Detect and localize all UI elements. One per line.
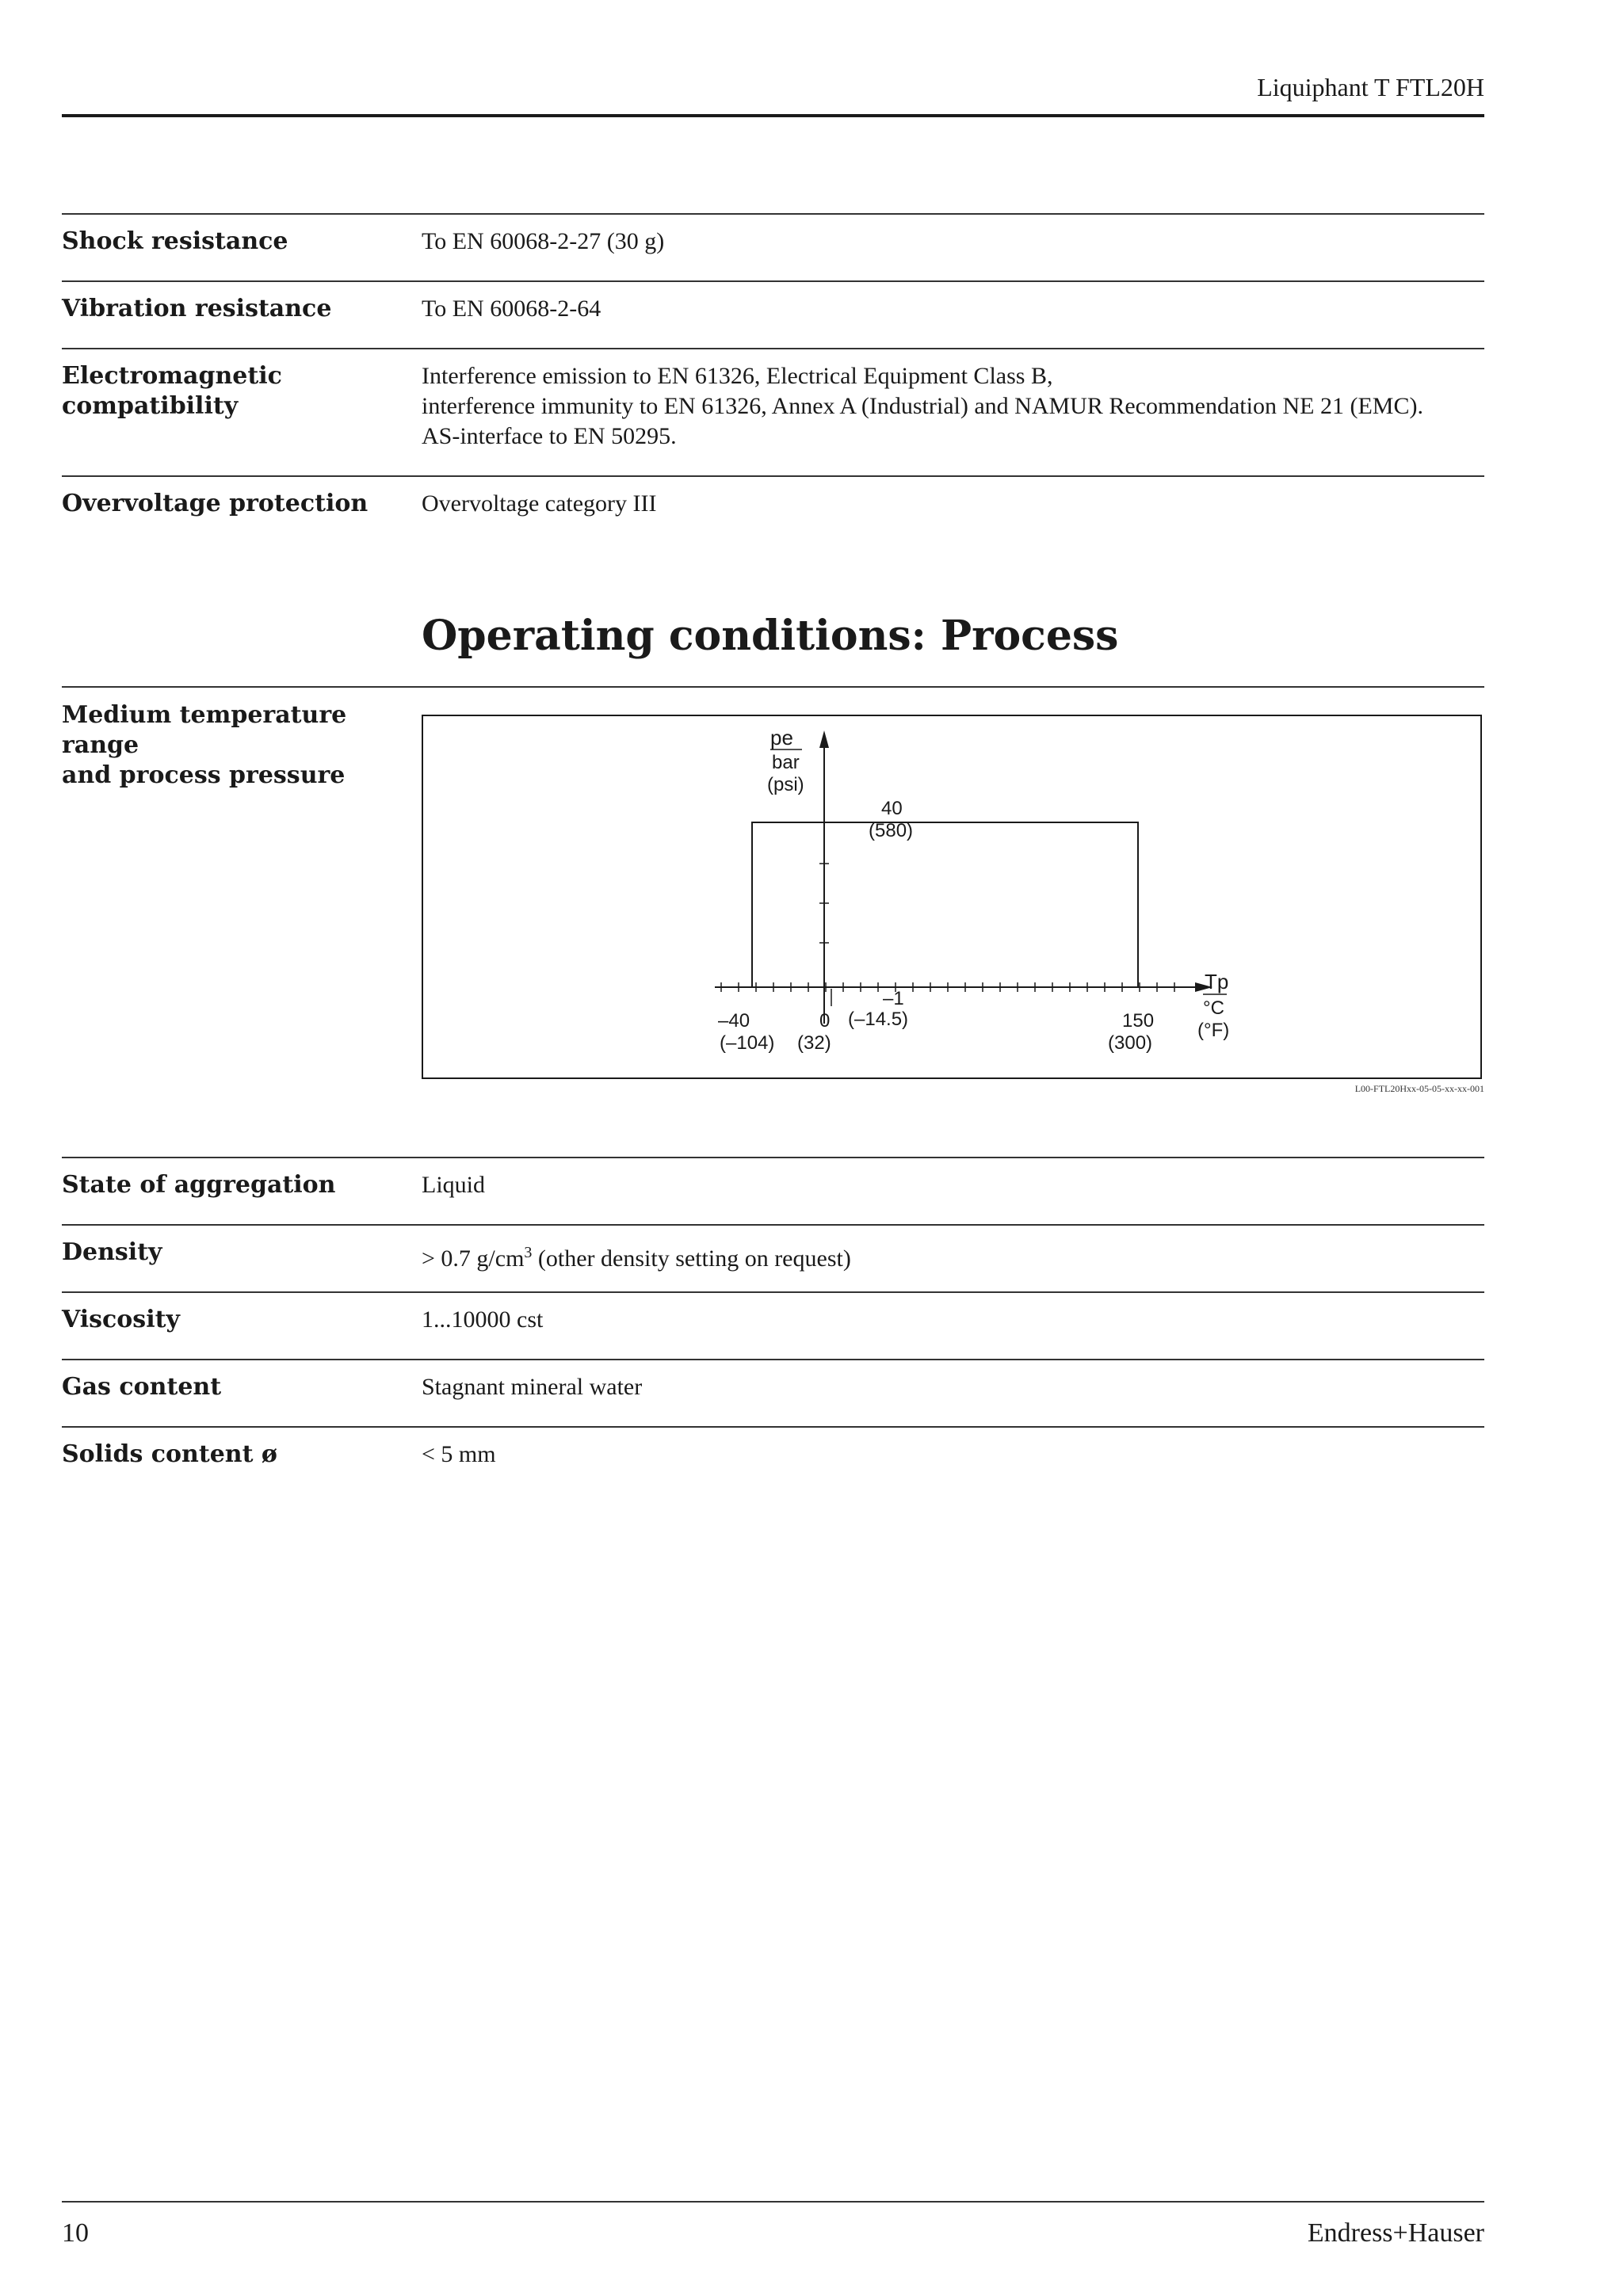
viscosity-label: Viscosity: [62, 1306, 180, 1333]
t-zero-alt-label: (32): [797, 1032, 831, 1054]
gas-content-value: Stagnant mineral water: [422, 1374, 643, 1400]
p-min-label: –1: [883, 988, 904, 1009]
overvoltage-protection-label: Overvoltage protection: [62, 490, 369, 517]
x-axis-symbol: Tp: [1205, 970, 1229, 994]
diagram-reference-code: L00-FTL20Hxx-05-05-xx-xx-001: [1354, 1083, 1484, 1094]
solids-content-value: < 5 mm: [422, 1441, 496, 1467]
pressure-temperature-diagram: [422, 715, 1482, 1079]
table-rule: [62, 348, 1484, 349]
table-rule: [62, 280, 1484, 282]
emc-label: Electromagnetic compatibility: [62, 362, 282, 420]
state-of-aggregation-value: Liquid: [422, 1172, 485, 1198]
diagram-svg: [423, 716, 1480, 1077]
density-value: > 0.7 $g/cm^3$ (other density setting on request): [422, 1244, 851, 1272]
document-title: Liquiphant T FTL20H: [1257, 73, 1484, 101]
overvoltage-protection-value: Overvoltage category III: [422, 490, 657, 517]
shock-resistance-value: To EN 60068-2-27 (30 g): [422, 228, 665, 254]
table-rule: [62, 1224, 1484, 1226]
state-of-aggregation-label: State of aggregation: [62, 1171, 336, 1199]
x-axis-unit-alt: (°F): [1197, 1020, 1230, 1041]
density-label: Density: [62, 1238, 162, 1266]
shock-resistance-label: Shock resistance: [62, 227, 288, 255]
t-min-label: –40: [718, 1010, 750, 1032]
section-heading: Operating conditions: Process: [422, 612, 1119, 660]
table-rule: [62, 1157, 1484, 1158]
p-max-alt-label: (580): [869, 820, 914, 841]
header-rule: [62, 114, 1484, 117]
table-rule: [62, 213, 1484, 215]
t-min-alt-label: (–104): [720, 1032, 775, 1054]
viscosity-value: 1...10000 cst: [422, 1306, 544, 1333]
temperature-pressure-label: Medium temperature range and process pressure: [62, 701, 347, 789]
x-axis-unit: °C: [1203, 997, 1224, 1019]
page-number: 10: [62, 2218, 89, 2248]
vibration-resistance-value: To EN 60068-2-64: [422, 296, 601, 322]
t-max-label: 150: [1122, 1010, 1155, 1032]
brand-name: Endress+Hauser: [1307, 2218, 1484, 2248]
table-rule: [62, 686, 1484, 688]
t-max-alt-label: (300): [1108, 1032, 1153, 1054]
y-axis-unit-alt: (psi): [767, 774, 804, 795]
footer-rule: [62, 2201, 1484, 2203]
solids-content-label: Solids content ø: [62, 1440, 277, 1468]
table-rule: [62, 1291, 1484, 1293]
gas-content-label: Gas content: [62, 1373, 222, 1401]
table-rule: [62, 1426, 1484, 1428]
y-axis-unit: bar: [772, 752, 800, 773]
p-min-alt-label: (–14.5): [848, 1009, 909, 1030]
table-rule: [62, 475, 1484, 477]
table-rule: [62, 1359, 1484, 1360]
vibration-resistance-label: Vibration resistance: [62, 295, 332, 322]
y-axis-arrow: [819, 730, 829, 748]
t-zero-label: 0: [819, 1010, 831, 1032]
p-max-label: 40: [881, 798, 903, 819]
y-axis-symbol: pe: [770, 726, 793, 749]
emc-value: Interference emission to EN 61326, Electrical Equipment Class B, interference immunity to EN 61326, Annex A (Industrial) and NAMUR Recommendation NE 21 (EMC). AS-interface to EN 50295.: [422, 363, 1423, 449]
operating-range-outline: [752, 822, 1138, 987]
